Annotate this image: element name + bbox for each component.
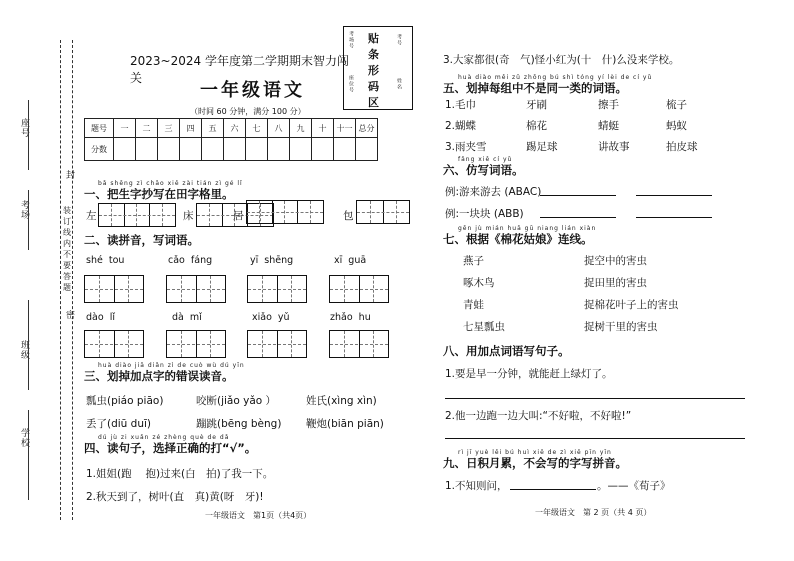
quote-item-end: 。——《荀子》 [597,480,671,492]
score-header-cell: 四 [180,119,202,138]
match-right-item[interactable]: 捉棉花叶子上的害虫 [584,299,679,311]
pinyin-prompt: xiǎo yǔ [252,312,290,323]
section-pinyin: bǎ shēng zì chāo xiě zài tián zì gé lǐ [98,180,243,187]
section-4-title: 四、读句子，选择正确的打“√”。 [84,441,257,455]
score-cell[interactable] [180,138,202,161]
binding-seal-chars: 装 订 线 内 不 要 答 题 [63,206,71,292]
sentence-choice[interactable]: 2.秋天到了，树叶(直 真)黄(呀 牙)! [86,491,264,503]
barcode-label: 贴 条 形 码 区 [368,32,379,109]
binding-dashed-line [60,40,61,520]
copy-char: 左 [86,210,97,222]
word-item[interactable]: 1.毛巾 [445,99,477,111]
answer-line[interactable] [445,398,745,399]
barcode-side-label: 考号 [396,34,402,46]
section-5-title: 五、划掉每组中不是同一类的词语。 [443,81,627,95]
pronunciation-item[interactable]: 丢了(diū duī) [86,418,152,430]
pronunciation-item[interactable]: 蹦跳(bēng bèng) [196,418,282,430]
word-item[interactable]: 棉花 [526,120,547,132]
match-left-item[interactable]: 青蛙 [463,299,484,311]
pinyin-prompt: xī guā [334,255,367,266]
score-cell[interactable] [114,138,136,161]
score-header-cell: 七 [246,119,268,138]
answer-line[interactable] [636,195,712,196]
section-2-title: 二、读拼音，写词语。 [84,233,199,247]
time-note: （时间 60 分钟，满分 100 分） [190,107,306,116]
word-item[interactable]: 讲故事 [598,141,630,153]
score-cell[interactable] [246,138,268,161]
pinyin-prompt: dà mǐ [172,312,202,323]
score-header-cell: 三 [158,119,180,138]
blank-line[interactable] [28,100,30,170]
score-cell[interactable] [356,138,378,161]
score-header-cell: 九 [290,119,312,138]
section-pinyin: fǎng xiě cí yǔ [458,156,513,163]
word-item[interactable]: 梳子 [666,99,687,111]
match-right-item[interactable]: 捉田里的害虫 [584,277,647,289]
score-cell[interactable] [290,138,312,161]
exam-title: 2023~2024 学年度第二学期期末智力闯关 [130,54,349,85]
quote-item-start: 1.不知则问， [445,480,508,492]
page-footer: 一年级语文 第1页（共4页） [205,511,312,520]
word-item[interactable]: 拍皮球 [666,141,698,153]
score-header-cell: 五 [202,119,224,138]
pinyin-prompt: zhǎo hu [330,312,371,323]
word-item[interactable]: 擦手 [598,99,619,111]
section-3-title: 三、划掉加点字的错误读音。 [84,369,234,383]
section-1-title: 一、把生字抄写在田字格里。 [84,187,234,201]
match-right-item[interactable]: 捉树干里的害虫 [584,321,658,333]
section-7-title: 七、根据《棉花姑娘》连线。 [443,232,593,246]
field-label-class: 班级 [19,340,29,360]
tianzige-grid[interactable] [246,200,324,224]
tianzige-grid[interactable] [166,275,226,303]
section-8-title: 八、用加点词语写句子。 [443,344,570,358]
tianzige-grid[interactable] [329,330,389,358]
copy-char: 居 [233,210,244,222]
binding-seal-side: 密 [64,310,74,320]
binding-seal-side: 封 [64,170,74,180]
score-cell[interactable] [224,138,246,161]
pinyin-prompt: shé tou [86,255,125,266]
word-item[interactable]: 牙刷 [526,99,547,111]
score-header-cell: 十 [312,119,334,138]
barcode-side-label: 座位号 [348,75,354,93]
score-header-cell: 十一 [334,119,356,138]
tianzige-grid[interactable] [166,330,226,358]
pronunciation-item[interactable]: 瓢虫(piáo piāo) [86,395,164,407]
copy-char: 包 [343,210,354,222]
barcode-area [343,26,413,110]
score-header-cell: 六 [224,119,246,138]
pronunciation-item[interactable]: 咬断(jiǎo yǎo ） [196,395,277,407]
pronunciation-item[interactable]: 姓氏(xìng xìn) [306,395,377,407]
imitation-example: 例:游来游去 (ABAC) [445,186,542,198]
score-cell[interactable] [202,138,224,161]
sentence-choice[interactable]: 3.大家都很(奇 气)怪小红为(十 什)么没来学校。 [443,54,680,66]
barcode-side-label: 考场号 [348,31,354,49]
section-9-title: 九、日积月累，不会写的字写拼音。 [443,456,627,470]
word-item[interactable]: 2.蝴蝶 [445,120,477,132]
tianzige-grid[interactable] [84,330,144,358]
pinyin-prompt: yī shēng [250,255,294,266]
section-pinyin: rì jī yuè lěi bú huì xiě de zì xiě pīn yīn [458,449,612,456]
section-pinyin: huà diào jiā diǎn zì de cuò wù dú yīn [98,362,245,369]
score-cell[interactable] [312,138,334,161]
score-row-label: 分数 [85,138,114,161]
copy-char: 床 [183,210,194,222]
blank-line[interactable] [28,410,30,500]
imitation-example: 例:一块块 (ABB) [445,208,524,220]
tianzige-grid[interactable] [247,275,307,303]
score-header-cell: 二 [136,119,158,138]
tianzige-grid[interactable] [247,330,307,358]
pronunciation-item[interactable]: 鞭炮(biān piān) [306,418,384,430]
section-pinyin: huà diào měi zǔ zhōng bú shì tóng yí lèi de cí yǔ [458,74,653,81]
score-cell[interactable] [268,138,290,161]
tianzige-grid[interactable] [356,200,410,224]
pinyin-prompt: cǎo fáng [168,255,213,266]
answer-line[interactable] [636,217,712,218]
barcode-side-label: 姓名 [396,78,402,90]
word-item[interactable]: 蜻蜓 [598,120,619,132]
match-left-item[interactable]: 七星瓢虫 [463,321,505,333]
score-cell[interactable] [136,138,158,161]
subject-title: 一年级语文 [200,80,305,101]
tianzige-grid[interactable] [329,275,389,303]
section-6-title: 六、仿写词语。 [443,163,524,177]
score-cell[interactable] [334,138,356,161]
match-left-item[interactable]: 啄木鸟 [463,277,495,289]
sentence-prompt: 2.他一边跑一边大叫:“不好啦，不好啦!” [445,410,632,422]
tianzige-grid[interactable] [98,203,176,227]
pinyin-prompt: dào lǐ [86,312,115,323]
blank-line[interactable] [28,190,30,250]
tianzige-grid[interactable] [84,275,144,303]
answer-line[interactable] [540,195,616,196]
score-header-cell: 八 [268,119,290,138]
section-pinyin: gēn jù mián huā gū niang lián xiàn [458,225,597,232]
page-footer: 一年级语文 第 2 页（共 4 页） [535,508,652,517]
match-right-item[interactable]: 捉空中的害虫 [584,255,647,267]
score-table [84,118,378,161]
field-label-school: 学校 [19,428,29,448]
answer-line[interactable] [540,217,616,218]
answer-line[interactable] [510,489,596,490]
word-item[interactable]: 3.雨夹雪 [445,141,487,153]
sentence-choice[interactable]: 1.姐姐(跑 抱)过来(白 拍)了我一下。 [86,468,274,480]
score-cell[interactable] [158,138,180,161]
score-header-cell: 总分 [356,119,378,138]
field-label-exam-room: 考场 [19,200,29,220]
word-item[interactable]: 踢足球 [526,141,558,153]
sentence-prompt: 1.要是早一分钟，就能赶上绿灯了。 [445,368,613,380]
field-label-seat: 座号 [19,118,29,138]
section-pinyin: dú jù zi xuǎn zé zhèng què de dǎ [98,434,230,441]
match-left-item[interactable]: 燕子 [463,255,484,267]
answer-line[interactable] [445,438,745,439]
score-header-cell: 一 [114,119,136,138]
word-item[interactable]: 蚂蚁 [666,120,687,132]
blank-line[interactable] [28,300,30,390]
score-header-cell: 题号 [85,119,114,138]
